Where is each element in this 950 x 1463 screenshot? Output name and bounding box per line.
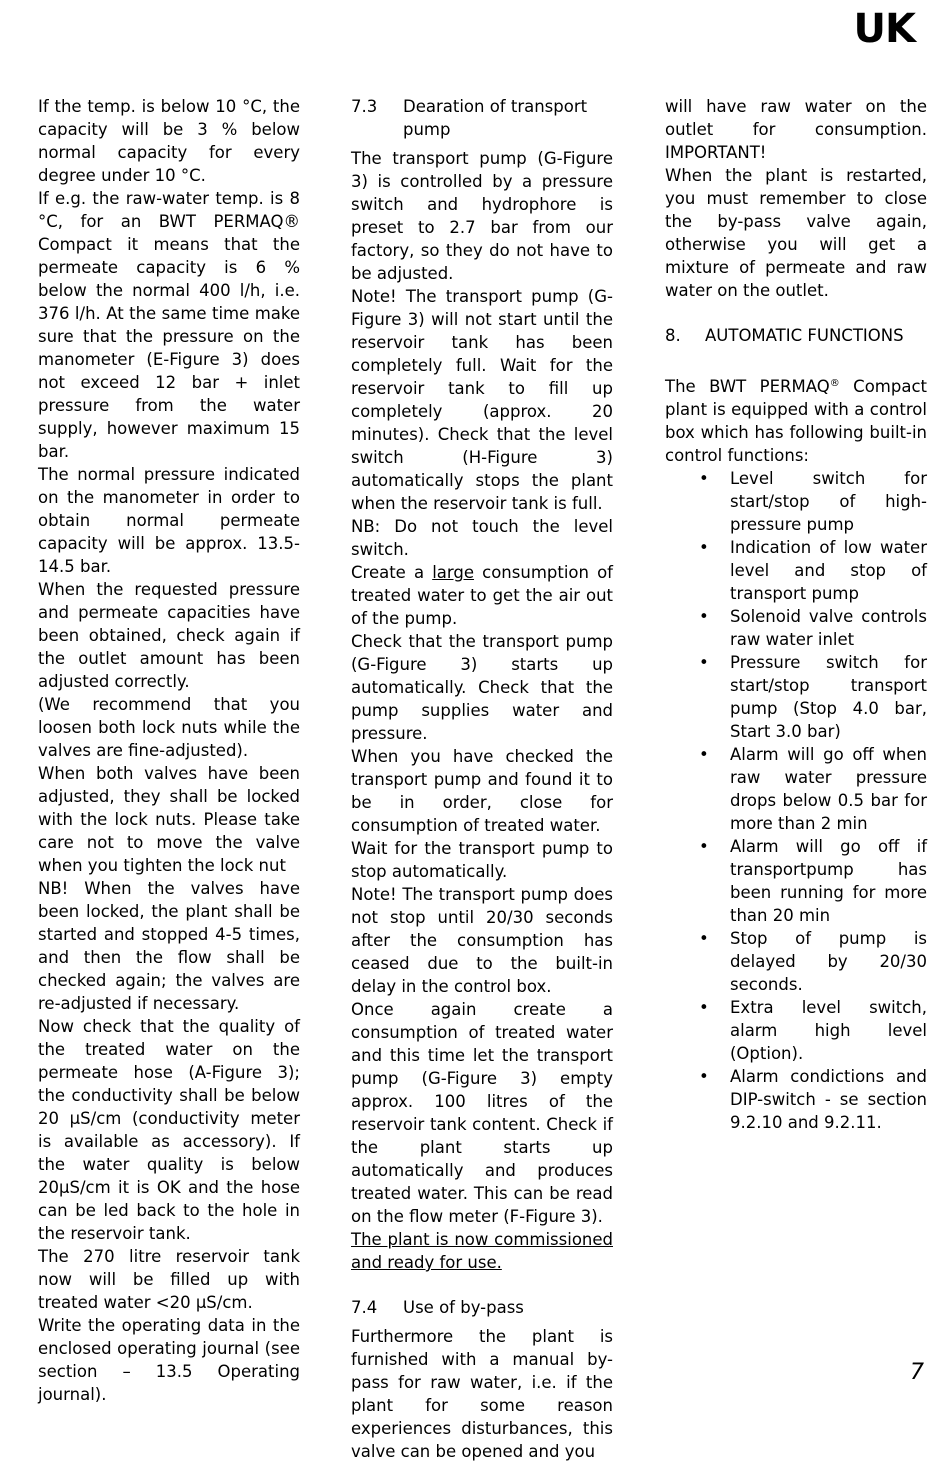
- list-item: • Stop of pump is delayed by 20/30 seconds.: [665, 927, 927, 996]
- text-run: Create a: [351, 563, 433, 582]
- commissioned-note: The plant is now commissioned and ready for use.: [351, 1230, 613, 1272]
- paragraph: When both valves have been adjusted, they shall be locked with the lock nuts. Please take care not to move the valve when you tighten the lock nut: [38, 764, 300, 875]
- intro-paragraph: [665, 375, 927, 467]
- list-item: • Solenoid valve controls raw water inlet: [665, 605, 927, 651]
- create-consumption-paragraph: [351, 561, 613, 630]
- section-number: 7.4: [351, 1298, 378, 1317]
- list-item: • Alarm condictions and DIP-switch - se section 9.2.10 and 9.2.11.: [665, 1065, 927, 1134]
- column-middle: [351, 95, 613, 1463]
- paragraph: Wait for the transport pump to stop automatically.: [351, 839, 613, 881]
- paragraph: (We recommend that you loosen both lock nuts while the valves are fine-adjusted).: [38, 695, 300, 760]
- paragraph: When the requested pressure and permeate capacities have been obtained, check again if the outlet amount has been adjusted correctly.: [38, 580, 300, 691]
- paragraph: When the plant is restarted, you must remember to close the by-pass valve again, otherwise you will get a mixture of permeate and raw water on the outlet.: [665, 166, 927, 300]
- text-run: Compact plant is equipped with a control box which has following built-in control functions:: [665, 377, 927, 465]
- paragraph: NB: Do not touch the level switch.: [351, 517, 613, 559]
- section-heading-7-3: [351, 95, 613, 141]
- paragraph: If e.g. the raw-water temp. is 8 °C, for an BWT PERMAQ® Compact it means that the permeate capacity is 6 % below the normal 400 l/h, i.e. 376 l/h. At the same time make sure that the pressure on the manometer (E-Figure 3) does not exceed 12 bar + inlet pressure from the water supply, however maximum 15 bar.: [38, 189, 300, 461]
- paragraph: Once again create a consumption of treated water and this time let the transport pump (G-Figure 3) empty approx. 100 litres of the reservoir tank content. Check if the plant starts up automatically and produces treated water. This can be read on the flow meter (F-Figure 3).: [351, 1000, 613, 1226]
- paragraph: The normal pressure indicated on the manometer in order to obtain normal permeate capacity will be approx. 13.5-14.5 bar.: [38, 465, 300, 576]
- paragraph: NB! When the valves have been locked, the plant shall be started and stopped 4-5 times, and then the flow shall be checked again; the valves are re-adjusted if necessary.: [38, 879, 300, 1013]
- page-number: 7: [910, 1360, 924, 1385]
- section-title: AUTOMATIC FUNCTIONS: [705, 326, 904, 345]
- list-item: • Alarm will go off when raw water pressure drops below 0.5 bar for more than 2 min: [665, 743, 927, 835]
- paragraph: will have raw water on the outlet for consumption. IMPORTANT!: [665, 97, 927, 162]
- paragraph: The transport pump (G-Figure 3) is controlled by a pressure switch and hydrophore is preset to 2.7 bar from our factory, so they do not have to be adjusted.: [351, 149, 613, 283]
- paragraph: Check that the transport pump (G-Figure 3) starts up automatically. Check that the pump supplies water and pressure.: [351, 632, 613, 743]
- paragraph: Furthermore the plant is furnished with a manual by-pass for raw water, i.e. if the plant for some reason experiences disturbances, this valve can be opened and you: [351, 1327, 613, 1461]
- paragraph: If the temp. is below 10 °C, the capacity will be 3 % below normal capacity for every degree under 10 °C.: [38, 97, 300, 185]
- list-item: • Alarm will go off if transportpump has been running for more than 20 min: [665, 835, 927, 927]
- paragraph: The 270 litre reservoir tank now will be filled up with treated water <20 µS/cm.: [38, 1247, 300, 1312]
- text-run: The BWT PERMAQ: [665, 377, 830, 396]
- section-title: Dearation of transport pump: [403, 97, 588, 139]
- column-right: [665, 95, 927, 1134]
- underlined-word: large: [432, 563, 475, 582]
- function-list: [665, 467, 927, 1134]
- section-title: Use of by-pass: [403, 1298, 524, 1317]
- section-number: 8.: [665, 326, 681, 345]
- paragraph: Note! The transport pump does not stop until 20/30 seconds after the consumption has ceased due to the built-in delay in the control box.: [351, 885, 613, 996]
- paragraph: Note! The transport pump (G-Figure 3) will not start until the reservoir tank has been completely full. Wait for the reservoir tank to fill up completely (approx. 20 minutes). Check that the level switch (H-Figure 3) automatically stops the plant when the reservoir tank is full.: [351, 287, 613, 513]
- registered-mark: ®: [829, 378, 840, 389]
- paragraph: Write the operating data in the enclosed operating journal (see section – 13.5 Operating journal).: [38, 1316, 300, 1404]
- paragraph: Now check that the quality of the treated water on the permeate hose (A-Figure 3); the conductivity shall be below 20 µS/cm (conductivity meter is available as accessory). If the water quality is below 20µS/cm it is OK and the hose can be led back to the hole in the reservoir tank.: [38, 1017, 300, 1243]
- list-item: • Indication of low water level and stop of transport pump: [665, 536, 927, 605]
- section-heading-8: [665, 324, 927, 347]
- region-label: UK: [853, 6, 915, 52]
- list-item: • Extra level switch, alarm high level (Option).: [665, 996, 927, 1065]
- section-number: 7.3: [351, 97, 378, 116]
- list-item: • Pressure switch for start/stop transport pump (Stop 4.0 bar, Start 3.0 bar): [665, 651, 927, 743]
- section-heading-7-4: [351, 1296, 613, 1319]
- list-item: • Level switch for start/stop of high-pressure pump: [665, 467, 927, 536]
- text-run: consumption of treated water to get the air out of the pump.: [351, 563, 613, 628]
- column-left: [38, 95, 300, 1406]
- paragraph: When you have checked the transport pump and found it to be in order, close for consumption of treated water.: [351, 747, 613, 835]
